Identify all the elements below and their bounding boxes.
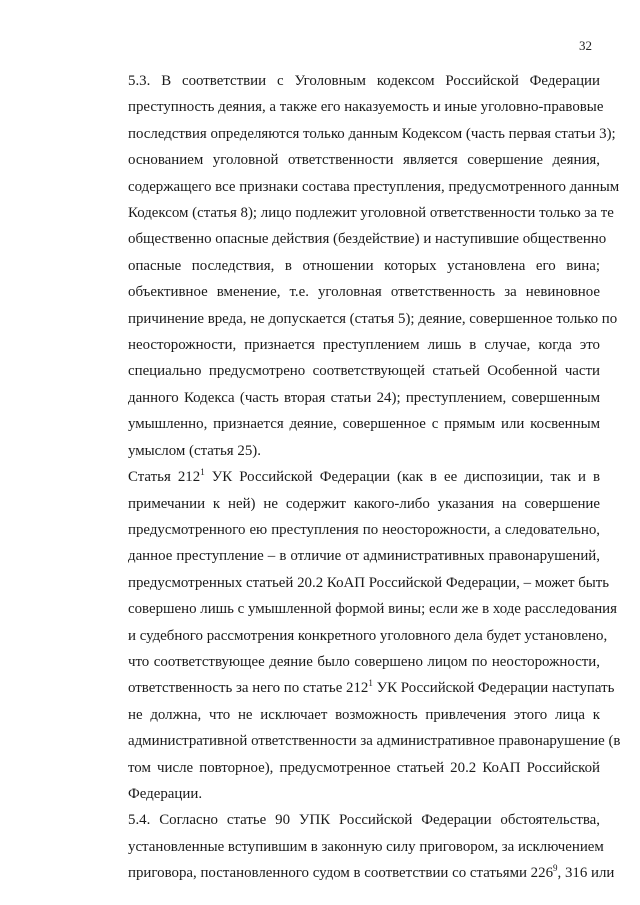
text-line: том числе повторное), предусмотренное статьей 20.2 КоАП Российской [128, 759, 600, 776]
superscript: 1 [200, 467, 205, 478]
text-line: специально предусмотрено соответствующей статьей Особенной части [128, 363, 600, 380]
text-line: преступность деяния, а также его наказуемость и иные уголовно-правовые [128, 99, 604, 116]
page-number: 32 [579, 38, 592, 53]
text-line: опасные последствия, в отношении которых установлена его вина; [128, 257, 600, 274]
text-line: умыслом (статья 25). [128, 442, 261, 459]
text-line: 5.3. В соответствии с Уголовным кодексом Российской Федерации [128, 73, 600, 89]
document-body [90, 68, 621, 887]
text-line: что соответствующее деяние было совершено лицом по неосторожности, [128, 653, 600, 670]
text-line: 5.4. Согласно статье 90 УПК Российской Федерации обстоятельства, [128, 812, 600, 829]
text-line: установленные вступившим в законную силу приговором, за исключением [128, 838, 604, 855]
text-line: приговора, постановленного судом в соответствии со статьями $226^9$, 316 или [128, 863, 615, 882]
text-line: примечании к ней) не содержит какого-либо указания на совершение [128, 495, 600, 512]
paragraph-article-212-1 [90, 464, 621, 807]
paragraph-5-4 [90, 807, 615, 886]
superscript: 9 [553, 863, 558, 874]
text-line: данного Кодекса (часть вторая статьи 24); преступлением, совершенным [128, 389, 600, 406]
text-line: общественно опасные действия (бездействие) и наступившие общественно [128, 231, 607, 248]
text-line: причинение вреда, не допускается (статья 5); деяние, совершенное только по [128, 310, 618, 327]
paragraph-5-3 [90, 68, 620, 464]
text-line: неосторожности, признается преступлением лишь в случае, когда это [128, 337, 600, 354]
text-line: данное преступление – в отличие от административных правонарушений, [128, 548, 600, 565]
text-line: предусмотренных статьей 20.2 КоАП Российской Федерации, – может быть [128, 574, 610, 591]
text-line: совершено лишь с умышленной формой вины; если же в ходе расследования [128, 601, 617, 618]
text-line: административной ответственности за административное правонарушение (в [128, 733, 621, 750]
superscript: 1 [368, 678, 373, 689]
text-line: предусмотренного ею преступления по неосторожности, а следовательно, [128, 521, 600, 538]
text-line: объективное вменение, т.е. уголовная ответственность за невиновное [128, 284, 600, 301]
text-line: Статья $212^1$ УК Российской Федерации (как в ее диспозиции, так и в [128, 467, 600, 486]
text-line: основанием уголовной ответственности является совершение деяния, [128, 152, 600, 169]
text-line: не должна, что не исключает возможность привлечения этого лица к [128, 706, 600, 723]
text-line: ответственность за него по статье $212^1$ УК Российской Федерации наступать [128, 678, 615, 697]
text-line: последствия определяются только данным Кодексом (часть первая статьи 3); [128, 125, 616, 142]
text-line: умышленно, признается деяние, совершенное с прямым или косвенным [128, 416, 600, 433]
text-line: Федерации. [128, 785, 203, 802]
text-line: Кодексом (статья 8); лицо подлежит уголовной ответственности только за те [128, 205, 614, 222]
text-line: содержащего все признаки состава преступления, предусмотренного данным [128, 178, 620, 195]
text-line: и судебного рассмотрения конкретного уголовного дела будет установлено, [128, 627, 608, 644]
